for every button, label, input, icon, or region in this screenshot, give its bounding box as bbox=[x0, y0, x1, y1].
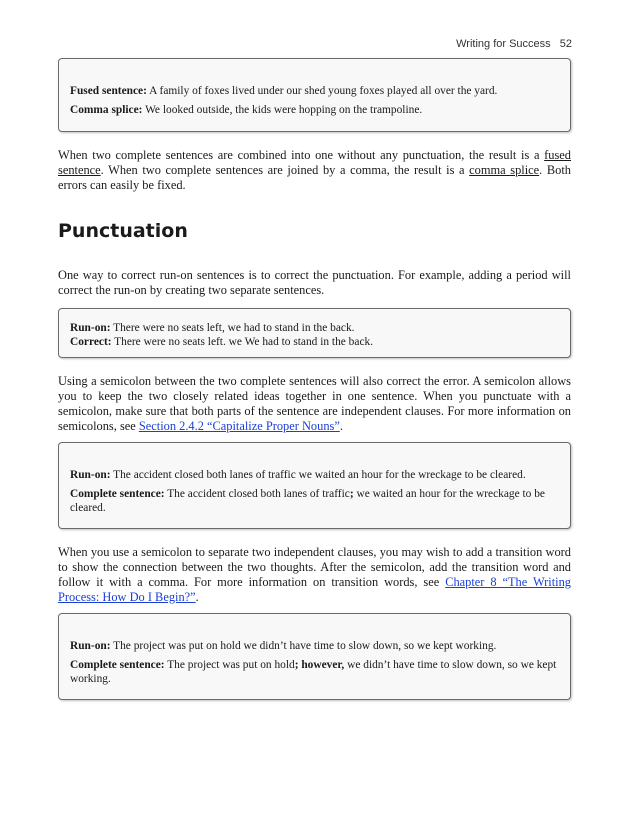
paragraph-semicolon bbox=[58, 374, 571, 434]
example-box-period bbox=[58, 308, 571, 358]
para1-text-1: When two complete sentences are combined into one without any punctuation, the result is a bbox=[58, 148, 545, 162]
correct-label: Correct: bbox=[70, 336, 112, 348]
runon-example bbox=[70, 468, 559, 482]
page-number: 52 bbox=[559, 38, 572, 50]
complete-sentence-text-b: we didn’t have time to slow down, so we kept working. bbox=[70, 659, 557, 685]
para1-text-2: . When two complete sentences are joined by a comma, the result is a bbox=[100, 163, 470, 177]
transition-word: ; however, bbox=[294, 659, 345, 671]
correct-example bbox=[70, 335, 559, 349]
term-comma-splice: comma splice bbox=[469, 163, 540, 177]
paragraph-punctuation-intro: One way to correct run-on sentences is to correct the punctuation. For example, adding a period will correct the run-on by creating two separate sentences. bbox=[58, 268, 571, 297]
para1-text-3: . Both errors can easily be fixed. bbox=[58, 163, 571, 192]
term-fused-sentence: fused sentence bbox=[58, 148, 571, 177]
section-heading-punctuation: Punctuation bbox=[58, 220, 188, 242]
runon-text: The project was put on hold we didn’t have time to slow down, so we kept working. bbox=[110, 640, 497, 652]
runon-text: There were no seats left, we had to stand in the back. bbox=[110, 322, 355, 334]
para4-text-2: . bbox=[195, 590, 199, 604]
runon-example bbox=[70, 639, 559, 653]
book-title: Writing for Success bbox=[456, 38, 551, 50]
runon-label: Run-on: bbox=[70, 322, 111, 334]
runon-label: Run-on: bbox=[70, 640, 111, 652]
complete-sentence-example bbox=[70, 658, 559, 686]
complete-sentence-label: Complete sentence: bbox=[70, 659, 165, 671]
complete-sentence-example bbox=[70, 487, 559, 515]
link-writing-process-chapter[interactable]: Chapter 8 “The Writing Process: How Do I Begin?” bbox=[58, 575, 572, 604]
fused-sentence-example bbox=[70, 84, 559, 98]
fused-sentence-text: A family of foxes lived under our shed young foxes played all over the yard. bbox=[146, 85, 498, 97]
running-header bbox=[456, 38, 572, 50]
comma-splice-example bbox=[70, 103, 559, 117]
example-box-transition bbox=[58, 613, 571, 700]
para3-text-2: . bbox=[339, 419, 343, 433]
paragraph-fused-splice-definition bbox=[58, 148, 571, 193]
link-capitalize-proper-nouns[interactable]: Section 2.4.2 “Capitalize Proper Nouns” bbox=[138, 419, 340, 433]
comma-splice-label: Comma splice: bbox=[70, 104, 143, 116]
para3-text-1: Using a semicolon between the two complete sentences will also correct the error. A semicolon allows you to keep the two closely related ideas together in one sentence. When you punctuate with a semicolon, make sure that both parts of the sentence are independent clauses. For more information on semicolons, see bbox=[58, 374, 571, 433]
runon-text: The accident closed both lanes of traffic we waited an hour for the wreckage to be cleared. bbox=[110, 469, 526, 481]
comma-splice-text: We looked outside, the kids were hopping on the trampoline. bbox=[142, 104, 423, 116]
runon-example bbox=[70, 321, 559, 335]
fused-sentence-label: Fused sentence: bbox=[70, 85, 147, 97]
example-box-semicolon bbox=[58, 442, 571, 529]
para4-text-1: When you use a semicolon to separate two independent clauses, you may wish to add a transition word to show the connection between the two thoughts. After the semicolon, add the transition word and follow it with a comma. For more information on transition words, see bbox=[58, 545, 571, 589]
runon-label: Run-on: bbox=[70, 469, 111, 481]
semicolon-mark: ; bbox=[349, 488, 354, 500]
complete-sentence-label: Complete sentence: bbox=[70, 488, 165, 500]
example-box-fused-splice bbox=[58, 58, 571, 132]
paragraph-transition-words bbox=[58, 545, 571, 605]
complete-sentence-text-a: The accident closed both lanes of traffic bbox=[164, 488, 350, 500]
complete-sentence-text-b: we waited an hour for the wreckage to be cleared. bbox=[70, 488, 545, 514]
correct-text: There were no seats left. we We had to stand in the back. bbox=[111, 336, 374, 348]
complete-sentence-text-a: The project was put on hold bbox=[164, 659, 295, 671]
